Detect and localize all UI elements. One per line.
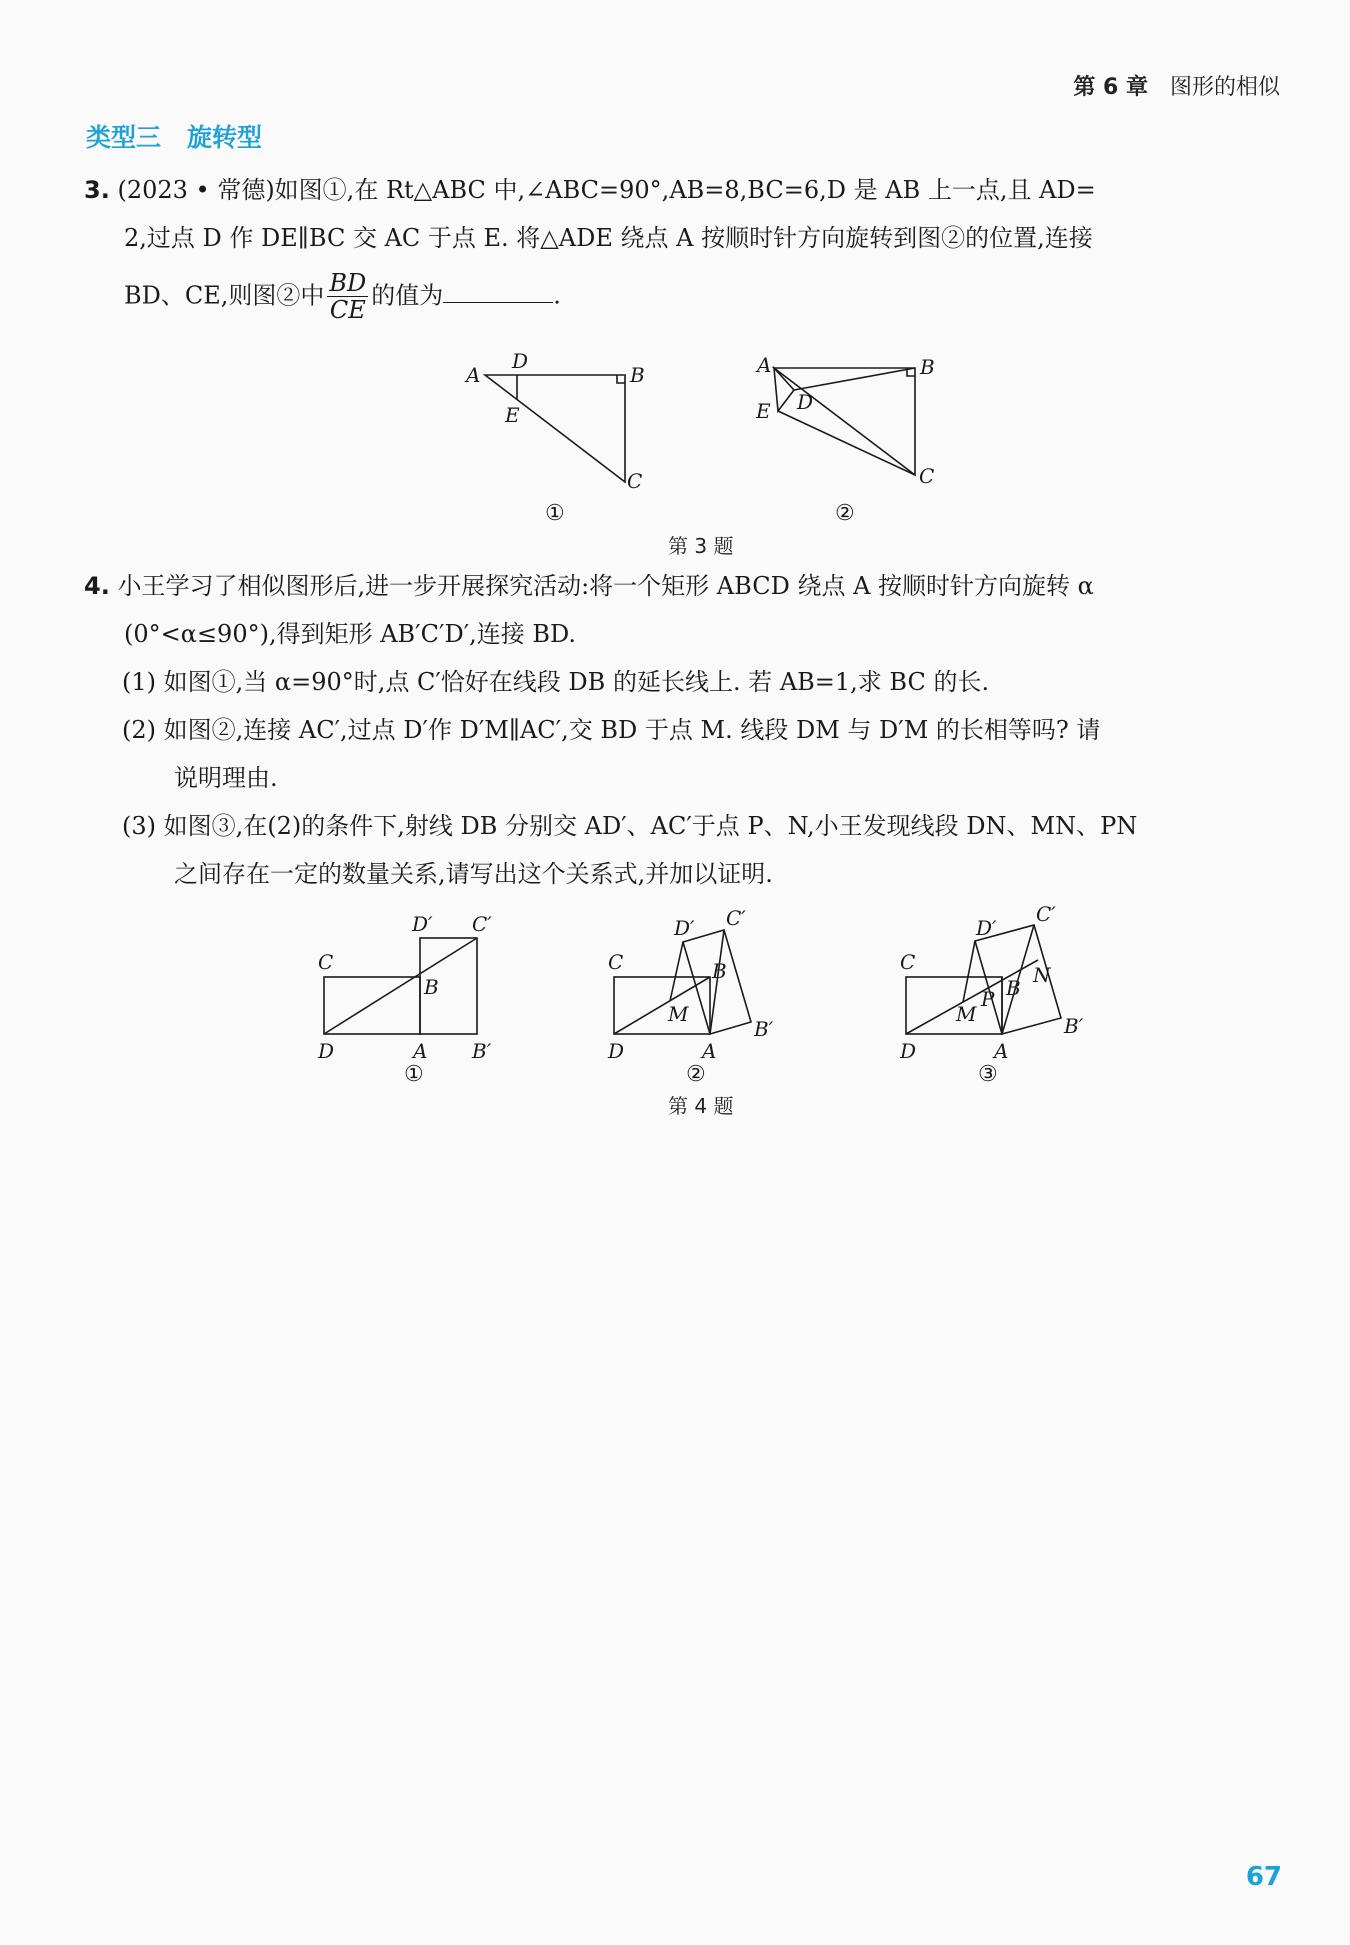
section-label: 类型三: [86, 123, 162, 152]
right-angle-mark: [617, 375, 625, 383]
answer-blank: [443, 282, 553, 303]
point-d: D: [512, 349, 529, 373]
q4-fig2-svg: [586, 905, 826, 1090]
q4-figure-2: [586, 905, 826, 1094]
point-b: B: [920, 355, 935, 379]
point-d: D: [900, 1039, 917, 1063]
point-b1: B′: [472, 1039, 492, 1063]
q4-figure-1: [300, 905, 540, 1094]
fraction-numerator: BD: [329, 269, 367, 297]
triangle-ade: [774, 368, 794, 411]
point-d1: D′: [976, 916, 997, 940]
q3-text-3: BD、CE,则图②中: [124, 281, 325, 310]
q3-line-3: [84, 270, 1284, 324]
point-b1: B′: [1064, 1014, 1084, 1038]
q3-number: 3.: [84, 176, 110, 204]
point-c: C: [919, 464, 935, 488]
q3-text-1: (2023 • 常德)如图①,在 Rt△ABC 中,∠ABC=90°,AB=8,BC=6,D 是 AB 上一点,且 AD=: [117, 176, 1096, 204]
point-c: C: [627, 469, 643, 493]
point-a: A: [994, 1039, 1009, 1063]
point-b: B: [630, 363, 645, 387]
q4-caption: 第 4 题: [668, 1094, 734, 1118]
q3-fig1-svg: [460, 350, 680, 530]
point-b: B: [712, 959, 727, 983]
q3-line-1: [84, 166, 1284, 214]
question-3: [84, 166, 1284, 324]
q4-line-1: [84, 562, 1284, 610]
q3-text-4: 的值为: [371, 281, 444, 310]
segment-bd: [794, 368, 915, 390]
point-b: B: [424, 975, 439, 999]
q3-period: .: [553, 281, 561, 310]
segment-d1m: [963, 941, 975, 1002]
segment-db: [614, 977, 710, 1034]
q3-figure-1: [460, 350, 680, 534]
q4-fig1-svg: [300, 905, 540, 1090]
point-c: C: [900, 950, 916, 974]
q4-part-3a: (3) 如图③,在(2)的条件下,射线 DB 分别交 AD′、AC′于点 P、N,小王发现线段 DN、MN、PN: [122, 812, 1138, 840]
fraction-denominator: CE: [329, 296, 366, 325]
triangle-abc: [485, 375, 625, 482]
q3-line-2: 2,过点 D 作 DE∥BC 交 AC 于点 E. 将△ADE 绕点 A 按顺时针方向旋转到图②的位置,连接: [124, 224, 1093, 252]
segment-db: [324, 938, 477, 1034]
point-a: A: [413, 1039, 428, 1063]
point-e: E: [505, 403, 520, 427]
chapter-title: 图形的相似: [1169, 75, 1280, 100]
section-name: 旋转型: [187, 123, 263, 152]
fig2-label: ②: [686, 1062, 706, 1087]
question-4: [84, 562, 1284, 898]
triangle-abc: [774, 368, 915, 475]
q3-fig2-svg: [750, 350, 970, 530]
point-e: E: [756, 399, 771, 423]
point-d1: D′: [674, 916, 695, 940]
point-c1: C′: [472, 912, 492, 936]
point-d1: D′: [412, 912, 433, 936]
page-header: [1073, 70, 1280, 101]
q4-part-2b: 说明理由.: [174, 764, 278, 792]
fig2-label: ②: [835, 501, 855, 526]
point-a: A: [757, 353, 772, 377]
q4-part-3b: 之间存在一定的数量关系,请写出这个关系式,并加以证明.: [174, 860, 773, 888]
q3-figure-2: [750, 350, 970, 534]
q4-part-2a: (2) 如图②,连接 AC′,过点 D′作 D′M∥AC′,交 BD 于点 M. 线段 DM 与 D′M 的长相等吗? 请: [122, 716, 1101, 744]
page-number: 67: [1245, 1862, 1282, 1892]
point-b1: B′: [754, 1017, 774, 1041]
point-c1: C′: [1036, 902, 1056, 926]
point-a: A: [466, 363, 481, 387]
fig1-label: ①: [545, 501, 565, 526]
point-a: A: [702, 1039, 717, 1063]
q4-fig3-svg: [876, 902, 1116, 1090]
chapter-number: 第 6 章: [1073, 75, 1148, 100]
fig1-label: ①: [404, 1062, 424, 1087]
section-title: [86, 118, 262, 154]
segment-d1m: [670, 942, 683, 1001]
point-m: M: [668, 1002, 689, 1026]
point-p: P: [981, 987, 995, 1011]
point-c: C: [318, 950, 334, 974]
q3-fraction: [327, 270, 368, 324]
point-c: C: [608, 950, 624, 974]
q3-caption: 第 3 题: [668, 534, 734, 558]
point-b: B: [1006, 976, 1021, 1000]
point-n: N: [1033, 963, 1051, 987]
point-c1: C′: [726, 906, 746, 930]
point-d: D: [318, 1039, 335, 1063]
point-d: D: [608, 1039, 625, 1063]
q4-part-1: (1) 如图①,当 α=90°时,点 C′恰好在线段 DB 的延长线上. 若 AB=1,求 BC 的长.: [122, 668, 990, 696]
q4-number: 4.: [84, 572, 110, 600]
fig3-label: ③: [978, 1062, 998, 1087]
point-m: M: [956, 1002, 977, 1026]
q4-figure-3: [876, 902, 1116, 1094]
point-d: D: [797, 390, 814, 414]
q4-text-1: 小王学习了相似图形后,进一步开展探究活动:将一个矩形 ABCD 绕点 A 按顺时针方向旋转 α: [117, 572, 1094, 600]
segment-ce: [778, 411, 915, 475]
q4-line-2: (0°<α≤90°),得到矩形 AB′C′D′,连接 BD.: [124, 620, 577, 648]
